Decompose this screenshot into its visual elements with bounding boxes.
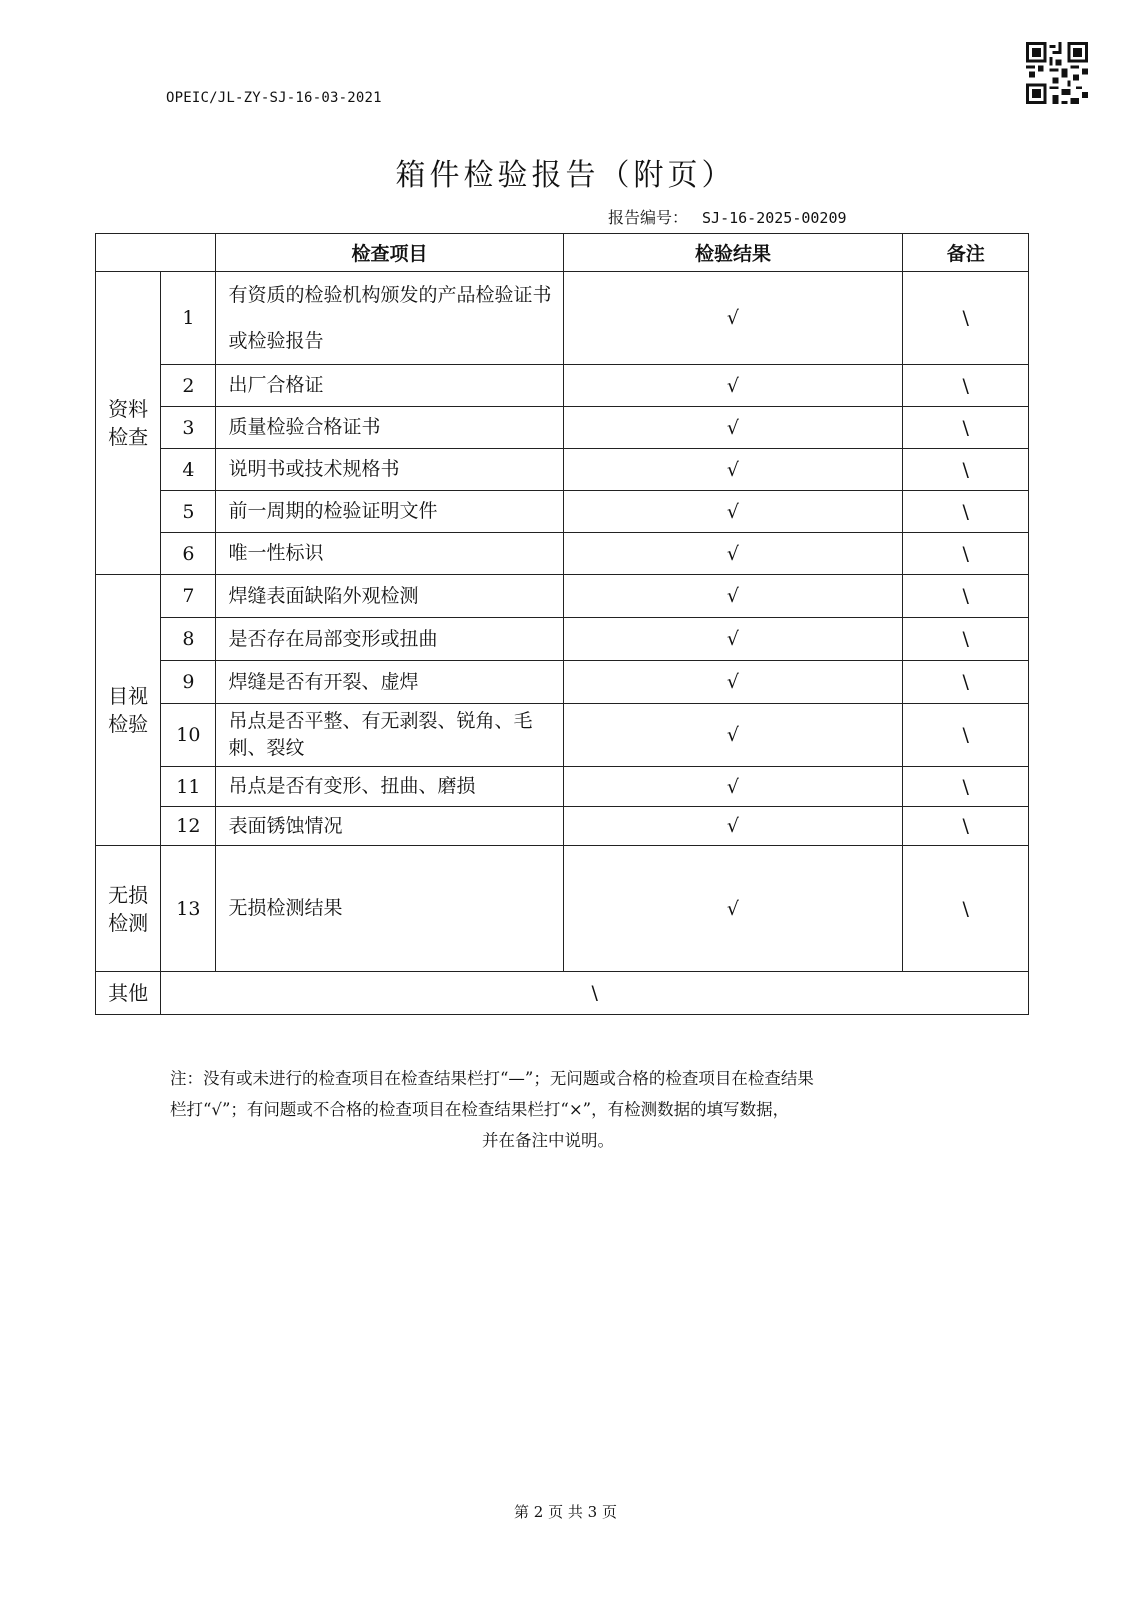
table-row <box>96 767 1029 807</box>
table-row <box>96 407 1029 449</box>
table-row-other <box>96 972 1029 1015</box>
table-row <box>96 272 1029 365</box>
table-row <box>96 807 1029 846</box>
row-item: 质量检验合格证书 <box>216 407 563 449</box>
report-number-label: 报告编号： <box>608 208 689 227</box>
category-other: 其他 <box>96 972 161 1015</box>
row-remark: \ <box>903 407 1029 449</box>
row-result: √ <box>563 704 903 767</box>
row-remark: \ <box>903 449 1029 491</box>
row-item: 吊点是否平整、有无剥裂、锐角、毛刺、裂纹 <box>216 704 563 767</box>
row-result: √ <box>563 491 903 533</box>
category-docs-check: 资料检查 <box>96 272 161 575</box>
row-item: 无损检测结果 <box>216 846 563 972</box>
row-item: 是否存在局部变形或扭曲 <box>216 618 563 661</box>
row-number: 5 <box>161 491 216 533</box>
table-row <box>96 365 1029 407</box>
row-number: 11 <box>161 767 216 807</box>
header-blank <box>96 234 216 272</box>
header-result: 检验结果 <box>563 234 903 272</box>
footnote-line-2: 栏打“√”；有问题或不合格的检查项目在检查结果栏打“×”，有检测数据的填写数据， <box>170 1100 790 1119</box>
row-result: √ <box>563 807 903 846</box>
row-item: 前一周期的检验证明文件 <box>216 491 563 533</box>
row-number: 1 <box>161 272 216 365</box>
page-number: 第 2 页 共 3 页 <box>514 1503 617 1521</box>
table-row <box>96 491 1029 533</box>
row-remark: \ <box>903 533 1029 575</box>
row-remark: \ <box>903 365 1029 407</box>
row-remark: \ <box>903 575 1029 618</box>
row-remark: \ <box>903 767 1029 807</box>
row-remark: \ <box>903 846 1029 972</box>
row-number: 9 <box>161 661 216 704</box>
report-number-value: SJ-16-2025-00209 <box>702 209 847 227</box>
row-number: 4 <box>161 449 216 491</box>
row-number: 12 <box>161 807 216 846</box>
row-number: 13 <box>161 846 216 972</box>
row-result: √ <box>563 618 903 661</box>
row-item: 唯一性标识 <box>216 533 563 575</box>
footnote-line-3: 并在备注中说明。 <box>482 1131 614 1150</box>
row-item: 焊缝表面缺陷外观检测 <box>216 575 563 618</box>
row-number: 10 <box>161 704 216 767</box>
document-code: OPEIC/JL-ZY-SJ-16-03-2021 <box>166 90 382 106</box>
row-result: √ <box>563 533 903 575</box>
table-row <box>96 661 1029 704</box>
table-row <box>96 575 1029 618</box>
row-number: 7 <box>161 575 216 618</box>
category-visual-inspection: 目视检验 <box>96 575 161 846</box>
row-number: 2 <box>161 365 216 407</box>
row-item: 表面锈蚀情况 <box>216 807 563 846</box>
table-header-row <box>96 234 1029 272</box>
category-ndt: 无损检测 <box>96 846 161 972</box>
inspection-table <box>95 233 1029 1015</box>
table-row <box>96 704 1029 767</box>
row-result: √ <box>563 661 903 704</box>
row-remark: \ <box>903 661 1029 704</box>
row-result: √ <box>563 272 903 365</box>
row-number: 6 <box>161 533 216 575</box>
row-item: 出厂合格证 <box>216 365 563 407</box>
row-result: √ <box>563 767 903 807</box>
row-result: √ <box>563 407 903 449</box>
row-result: √ <box>563 575 903 618</box>
row-remark: \ <box>903 807 1029 846</box>
header-remark: 备注 <box>903 234 1029 272</box>
qr-code-icon <box>1026 42 1088 104</box>
row-remark: \ <box>903 491 1029 533</box>
row-result: √ <box>563 449 903 491</box>
report-title: 箱件检验报告（附页） <box>395 158 736 193</box>
row-number: 3 <box>161 407 216 449</box>
row-remark: \ <box>903 704 1029 767</box>
row-remark: \ <box>903 618 1029 661</box>
report-number <box>608 205 847 228</box>
table-row <box>96 533 1029 575</box>
other-value: \ <box>161 972 1029 1015</box>
header-item: 检查项目 <box>216 234 563 272</box>
table-row <box>96 846 1029 972</box>
row-item: 有资质的检验机构颁发的产品检验证书或检验报告 <box>216 272 563 365</box>
table-row <box>96 618 1029 661</box>
row-item: 吊点是否有变形、扭曲、磨损 <box>216 767 563 807</box>
row-result: √ <box>563 846 903 972</box>
row-item: 说明书或技术规格书 <box>216 449 563 491</box>
row-number: 8 <box>161 618 216 661</box>
footnote-line-1: 注：没有或未进行的检查项目在检查结果栏打“—”；无问题或合格的检查项目在检查结果 <box>170 1069 814 1088</box>
row-result: √ <box>563 365 903 407</box>
row-remark: \ <box>903 272 1029 365</box>
footnote <box>170 1063 970 1156</box>
table-row <box>96 449 1029 491</box>
row-item: 焊缝是否有开裂、虚焊 <box>216 661 563 704</box>
